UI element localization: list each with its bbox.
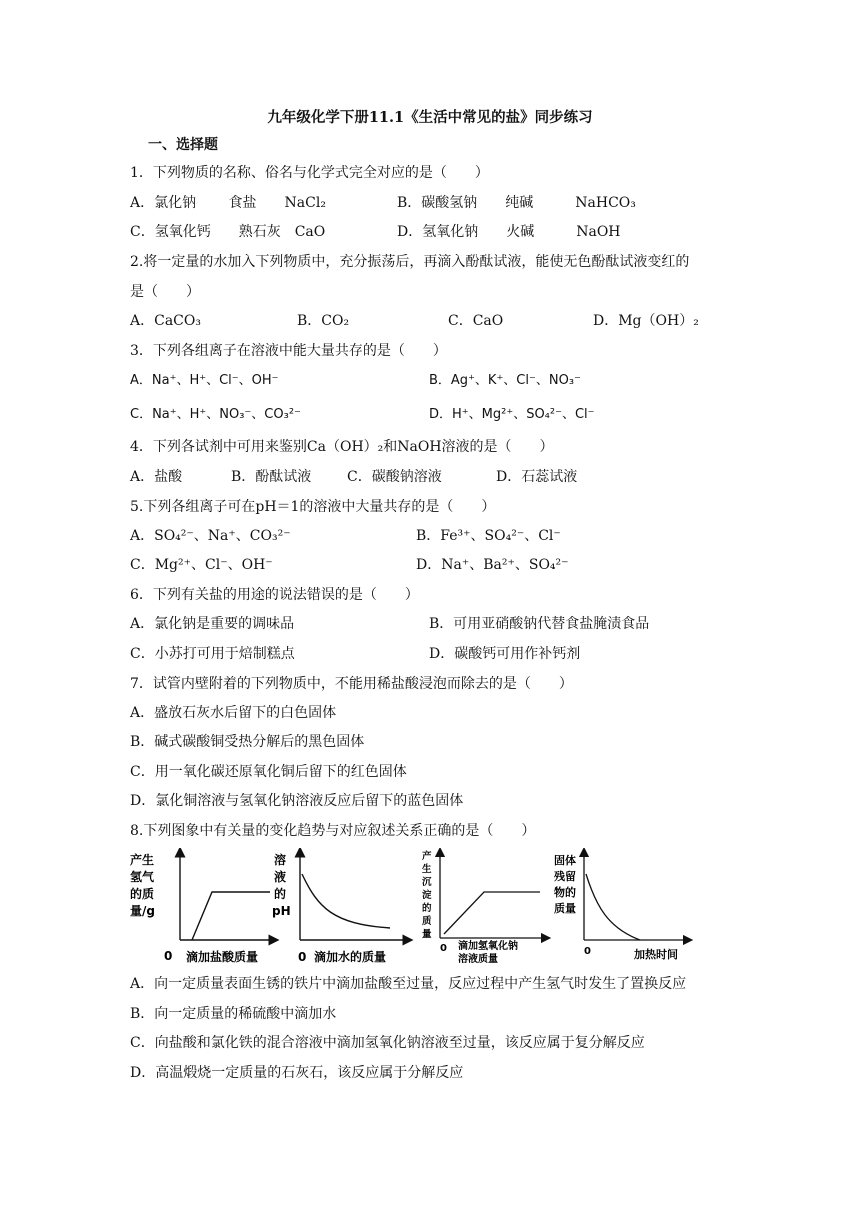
graph-2 (272, 852, 408, 964)
q1-option-c: C．氢氧化钙 熟石灰 CaO (130, 224, 326, 240)
g1-ylabel-4: 量/g (130, 904, 155, 918)
g3-ylabel-7: 量 (422, 929, 432, 940)
q5-option-a: A．SO₄²⁻、Na⁺、CO₃²⁻ (130, 528, 291, 544)
g4-ylabel-2: 残留 (554, 870, 576, 883)
question-8-stem: 8.下列图象中有关量的变化趋势与对应叙述关系正确的是（ ） (130, 823, 536, 839)
q7-option-c: C．用一氧化碳还原氧化铜后留下的红色固体 (130, 764, 407, 780)
q6-option-c: C．小苏打可用于焙制糕点 (130, 646, 295, 662)
q7-option-d: D．氯化铜溶液与氢氧化钠溶液反应后留下的蓝色固体 (130, 793, 464, 809)
question-7-stem: 7．试管内壁附着的下列物质中，不能用稀盐酸浸泡而除去的是（ ） (130, 676, 573, 692)
g4-ylabel-1: 固体 (554, 854, 576, 867)
g4-curve (586, 874, 640, 940)
g1-ylabel-3: 的质 (130, 887, 155, 901)
g3-xlabel-2: 溶液质量 (458, 954, 498, 965)
question-5-stem: 5.下列各组离子可在pH＝1的溶液中大量共存的是（ ） (130, 499, 496, 515)
q5-option-c: C．Mg²⁺、Cl⁻、OH⁻ (130, 557, 273, 573)
q3-option-b: B．Ag⁺、K⁺、Cl⁻、NO₃⁻ (429, 373, 581, 388)
q5-option-d: D．Na⁺、Ba²⁺、SO₄²⁻ (416, 557, 569, 573)
g1-origin: 0 (164, 949, 173, 963)
g2-ylabel-3: 的 (274, 887, 287, 901)
page-title: 九年级化学下册11.1《生活中常见的盐》同步练习 (267, 109, 593, 126)
q4-option-c: C．碳酸钠溶液 (347, 469, 442, 485)
q8-option-b: B．向一定质量的稀硫酸中滴加水 (130, 1006, 337, 1022)
g2-xlabel: 滴加水的质量 (314, 950, 387, 964)
q8-option-d: D．高温煅烧一定质量的石灰石，该反应属于分解反应 (130, 1065, 464, 1081)
g1-curve (192, 892, 270, 940)
question-2-stem-2: 是（ ） (130, 284, 200, 300)
q3-option-c: C．Na⁺、H⁺、NO₃⁻、CO₃²⁻ (130, 407, 301, 422)
question-3-stem: 3．下列各组离子在溶液中能大量共存的是（ ） (130, 343, 447, 359)
q1-option-a: A．氯化钠 食盐 NaCl₂ (130, 195, 326, 211)
g1-ylabel-2: 氢气 (130, 870, 155, 884)
q8-option-a: A．向一定质量表面生锈的铁片中滴加盐酸至过量，反应过程中产生氢气时发生了置换反应 (130, 976, 687, 992)
q2-option-c: C．CaO (448, 313, 504, 329)
q6-option-a: A．氯化钠是重要的调味品 (130, 616, 295, 632)
g1-ylabel-1: 产生 (130, 853, 155, 867)
g3-ylabel-1: 产 (422, 851, 432, 862)
q3-option-d: D．H⁺、Mg²⁺、SO₄²⁻、Cl⁻ (429, 407, 595, 422)
g3-origin: 0 (440, 943, 447, 954)
graph-1 (130, 852, 274, 964)
q4-option-b: B．酚酞试液 (231, 469, 312, 485)
g3-ylabel-4: 淀 (422, 890, 432, 901)
section-heading: 一、选择题 (148, 137, 218, 153)
g2-ylabel-2: 液 (274, 870, 287, 884)
g3-ylabel-6: 质 (422, 916, 432, 927)
g4-xlabel: 加热时间 (634, 948, 678, 961)
graph-4 (554, 852, 688, 961)
g2-curve (302, 874, 390, 928)
question-1-stem: 1．下列物质的名称、俗名与化学式完全对应的是（ ） (130, 165, 489, 181)
g4-ylabel-3: 物的 (554, 886, 576, 899)
q1-option-b: B．碳酸氢钠 纯碱 NaHCO₃ (397, 195, 636, 211)
question-2-stem-1: 2.将一定量的水加入下列物质中，充分振荡后，再滴入酚酞试液，能使无色酚酞试液变红的 (130, 254, 690, 270)
q3-option-a: A．Na⁺、H⁺、Cl⁻、OH⁻ (130, 373, 279, 388)
g2-ylabel-1: 溶 (274, 853, 287, 867)
q6-option-b: B．可用亚硝酸钠代替食盐腌渍食品 (429, 616, 650, 632)
q8-option-c: C．向盐酸和氯化铁的混合溶液中滴加氢氧化钠溶液至过量，该反应属于复分解反应 (130, 1035, 645, 1051)
g2-origin: 0 (298, 950, 307, 964)
g3-curve (444, 892, 540, 934)
q1-option-d: D．氢氧化钠 火碱 NaOH (397, 224, 621, 240)
g4-origin: 0 (584, 946, 591, 957)
q4-option-d: D．石蕊试液 (496, 469, 578, 485)
q8-graphs (128, 848, 698, 968)
question-4-stem: 4．下列各试剂中可用来鉴别Ca（OH）₂和NaOH溶液的是（ ） (130, 439, 554, 455)
g3-ylabel-3: 沉 (422, 877, 432, 888)
g4-ylabel-4: 质量 (554, 902, 576, 915)
g3-ylabel-5: 的 (422, 903, 432, 914)
g2-ylabel-4: pH (272, 904, 291, 918)
g3-xlabel-1: 滴加氢氧化钠 (458, 941, 518, 952)
q7-option-b: B．碱式碳酸铜受热分解后的黑色固体 (130, 734, 365, 750)
g1-xlabel: 滴加盐酸质量 (186, 950, 259, 964)
q5-option-b: B．Fe³⁺、SO₄²⁻、Cl⁻ (416, 528, 561, 544)
q4-option-a: A．盐酸 (130, 469, 183, 485)
q2-option-d: D．Mg（OH）₂ (593, 313, 699, 329)
g3-ylabel-2: 生 (422, 864, 432, 875)
q7-option-a: A．盛放石灰水后留下的白色固体 (130, 705, 337, 721)
question-6-stem: 6．下列有关盐的用途的说法错误的是（ ） (130, 587, 419, 603)
q6-option-d: D．碳酸钙可用作补钙剂 (429, 646, 581, 662)
q2-option-b: B．CO₂ (297, 313, 350, 329)
graph-3 (422, 850, 546, 965)
q2-option-a: A．CaCO₃ (130, 313, 201, 329)
